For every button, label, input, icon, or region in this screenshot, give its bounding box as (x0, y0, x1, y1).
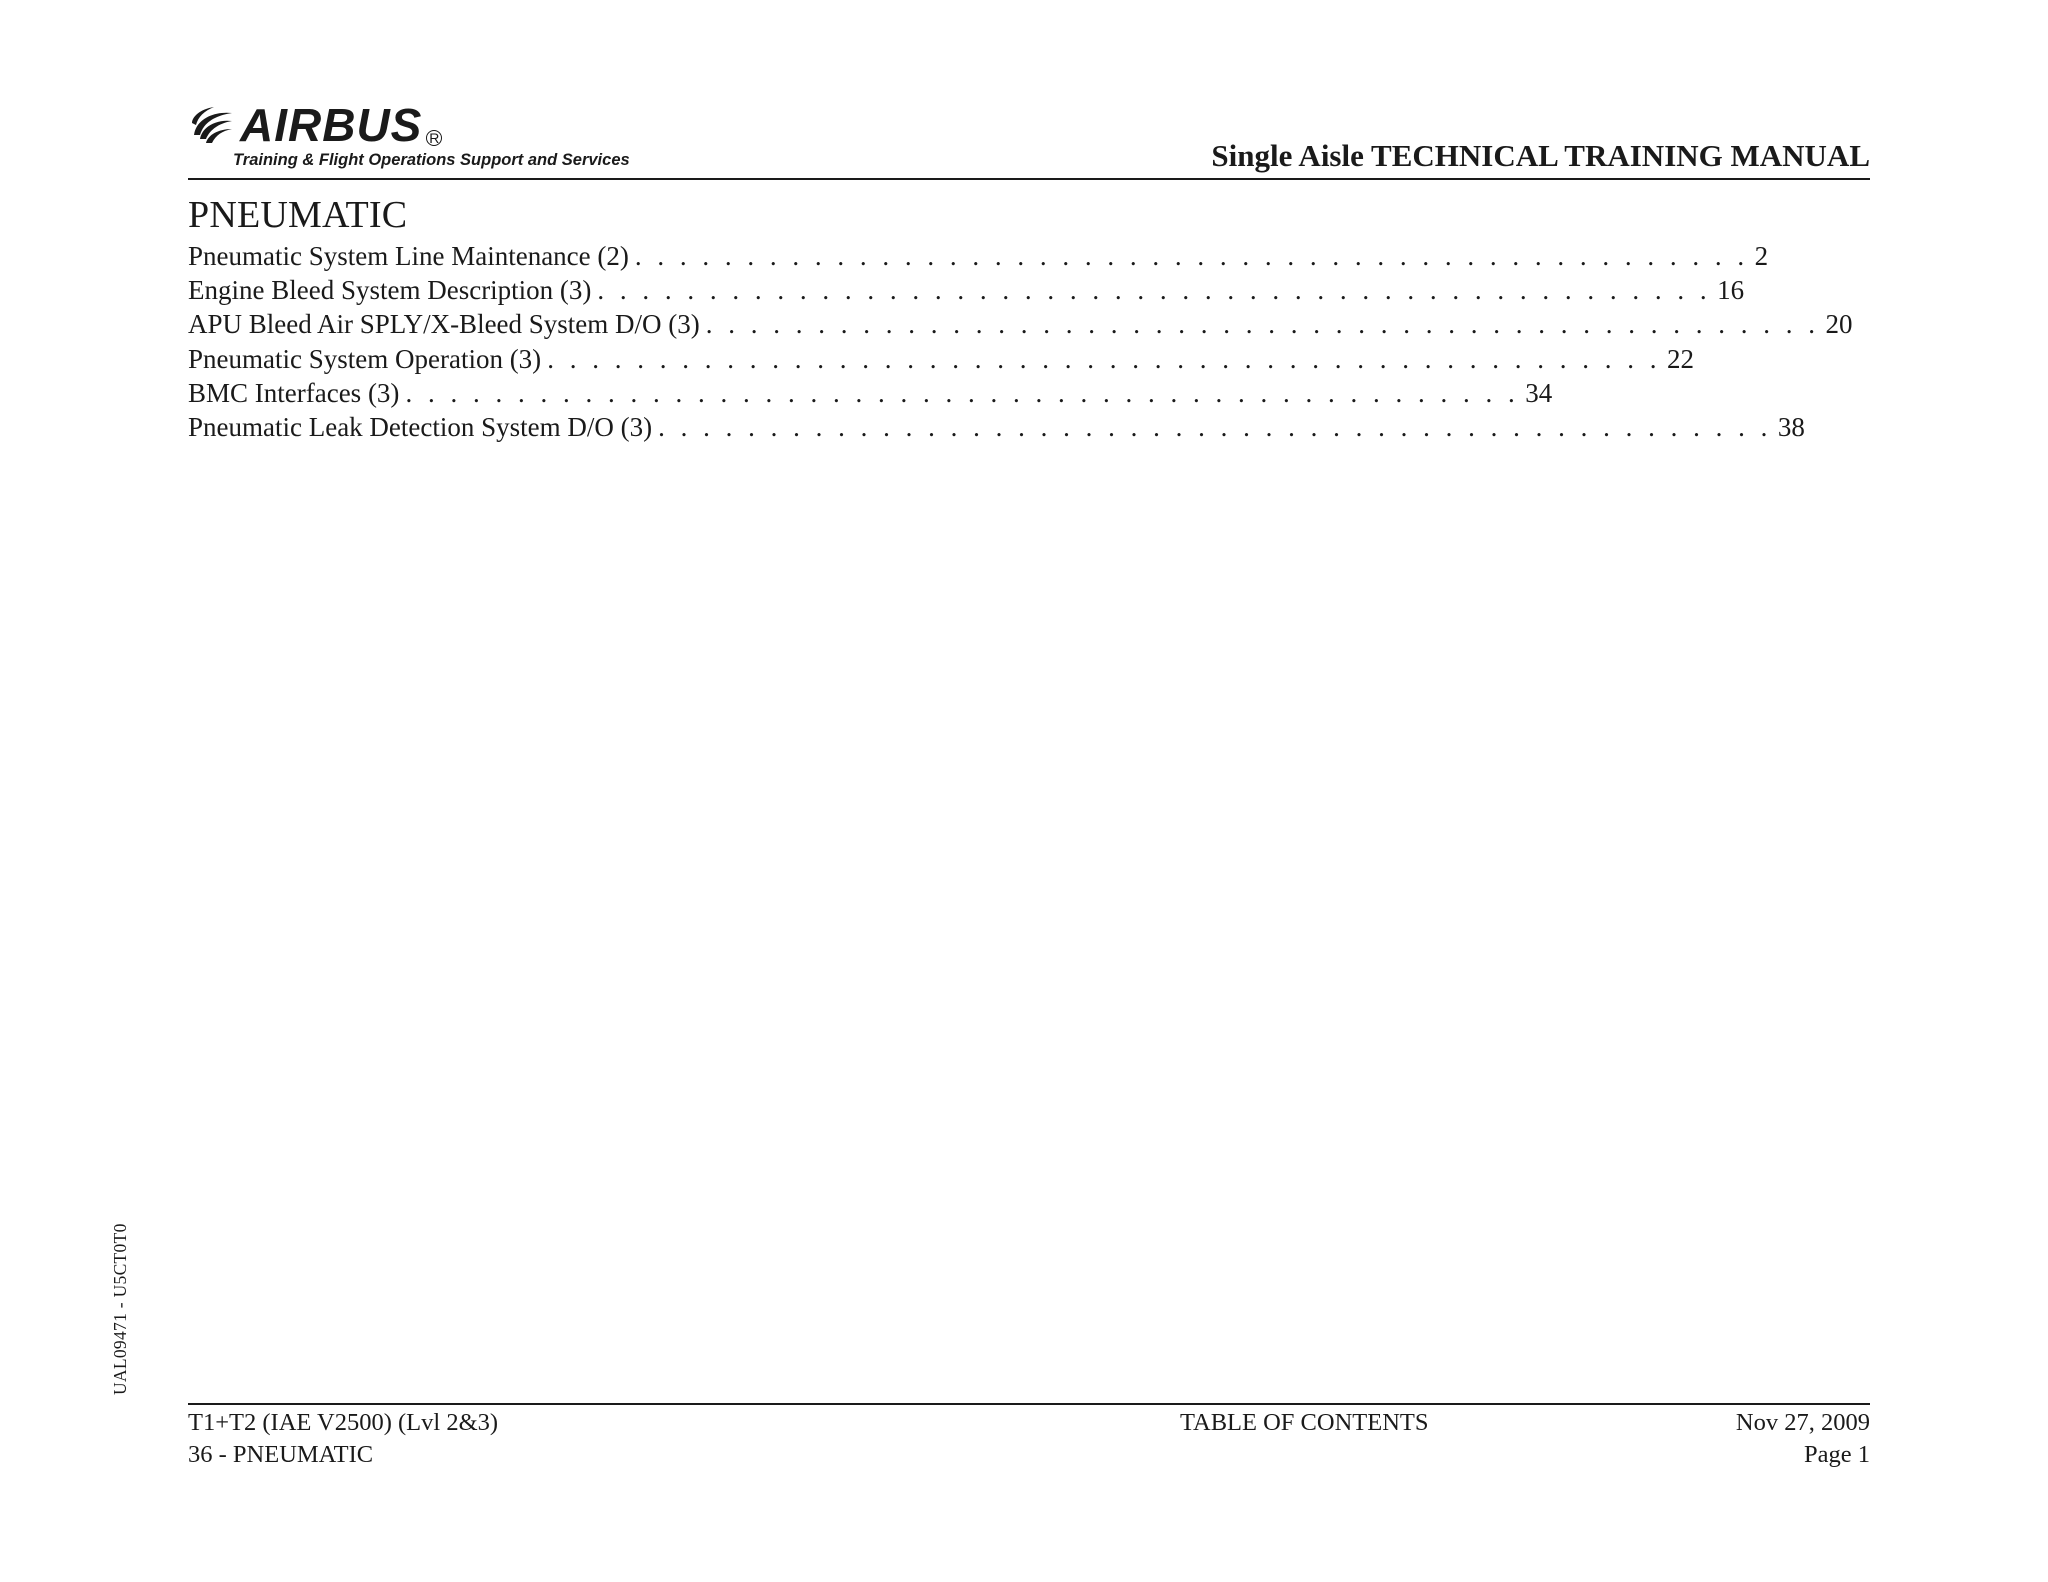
toc-entry-page: 22 (1666, 343, 1694, 374)
toc-dot-leader: . . . . . . . . . . . . . . . . . . . . . . . . . . . . . . . . . . . . . . . . . . . . . . . . . . (634, 241, 1749, 271)
chapter-title: PNEUMATIC (188, 194, 408, 236)
footer-date: Nov 27, 2009 (1735, 1409, 1870, 1436)
toc-entry-title: Engine Bleed System Description (3) (188, 275, 592, 306)
footer-right (1736, 1407, 1870, 1471)
toc-entry-page: 2 (1754, 241, 1769, 271)
footer-course: T1+T2 (IAE V2500) (Lvl 2&3) (188, 1409, 499, 1436)
toc-entry-title: Pneumatic System Line Maintenance (2) (188, 241, 629, 271)
toc-dot-leader: . . . . . . . . . . . . . . . . . . . . . . . . . . . . . . . . . . . . . . . . . . . . . . . . . . (705, 309, 1820, 340)
header-divider (188, 178, 1870, 180)
toc-entry-title: BMC Interfaces (3) (188, 377, 400, 408)
toc-entry-page: 20 (1825, 309, 1853, 340)
toc-entry-title: Pneumatic Leak Detection System D/O (3) (188, 411, 653, 442)
toc-entry[interactable] (188, 342, 1694, 376)
toc-dot-leader: . . . . . . . . . . . . . . . . . . . . . . . . . . . . . . . . . . . . . . . . . . . . . . . . . . (597, 275, 1712, 306)
logo-wordmark: AIRBUS (240, 99, 423, 151)
toc-entry[interactable] (188, 307, 1853, 341)
footer-left (188, 1407, 498, 1471)
toc-entry[interactable] (188, 376, 1553, 410)
toc-dot-leader: . . . . . . . . . . . . . . . . . . . . . . . . . . . . . . . . . . . . . . . . . . . . . . . . . . (405, 377, 1520, 408)
registered-mark: R (426, 130, 442, 146)
manual-title: Single Aisle TECHNICAL TRAINING MANUAL (1211, 138, 1870, 173)
footer-divider (188, 1403, 1870, 1405)
footer-chapter: 36 - PNEUMATIC (188, 1441, 374, 1468)
toc-dot-leader: . . . . . . . . . . . . . . . . . . . . . . . . . . . . . . . . . . . . . . . . . . . . . . . . . . (658, 411, 1772, 442)
toc-entry[interactable] (188, 239, 1769, 273)
toc-entry-title: APU Bleed Air SPLY/X-Bleed System D/O (3) (188, 309, 700, 340)
airbus-swirl-icon (188, 105, 236, 145)
toc-entry-page: 16 (1717, 275, 1745, 306)
toc-entry[interactable] (188, 273, 1745, 307)
table-of-contents (188, 239, 1853, 444)
footer-page-number: Page 1 (1804, 1441, 1870, 1468)
logo-tagline: Training & Flight Operations Support and Services (233, 151, 630, 169)
airbus-logo (188, 100, 668, 170)
footer-section: TABLE OF CONTENTS (1180, 1409, 1429, 1436)
toc-dot-leader: . . . . . . . . . . . . . . . . . . . . . . . . . . . . . . . . . . . . . . . . . . . . . . . . . . (547, 343, 1661, 374)
toc-entry-page: 38 (1777, 411, 1805, 442)
toc-entry-page: 34 (1525, 377, 1553, 408)
document-code: UAL09471 - U5CT0T0 (110, 1223, 130, 1395)
toc-entry-title: Pneumatic System Operation (3) (188, 343, 542, 374)
toc-entry[interactable] (188, 410, 1805, 444)
